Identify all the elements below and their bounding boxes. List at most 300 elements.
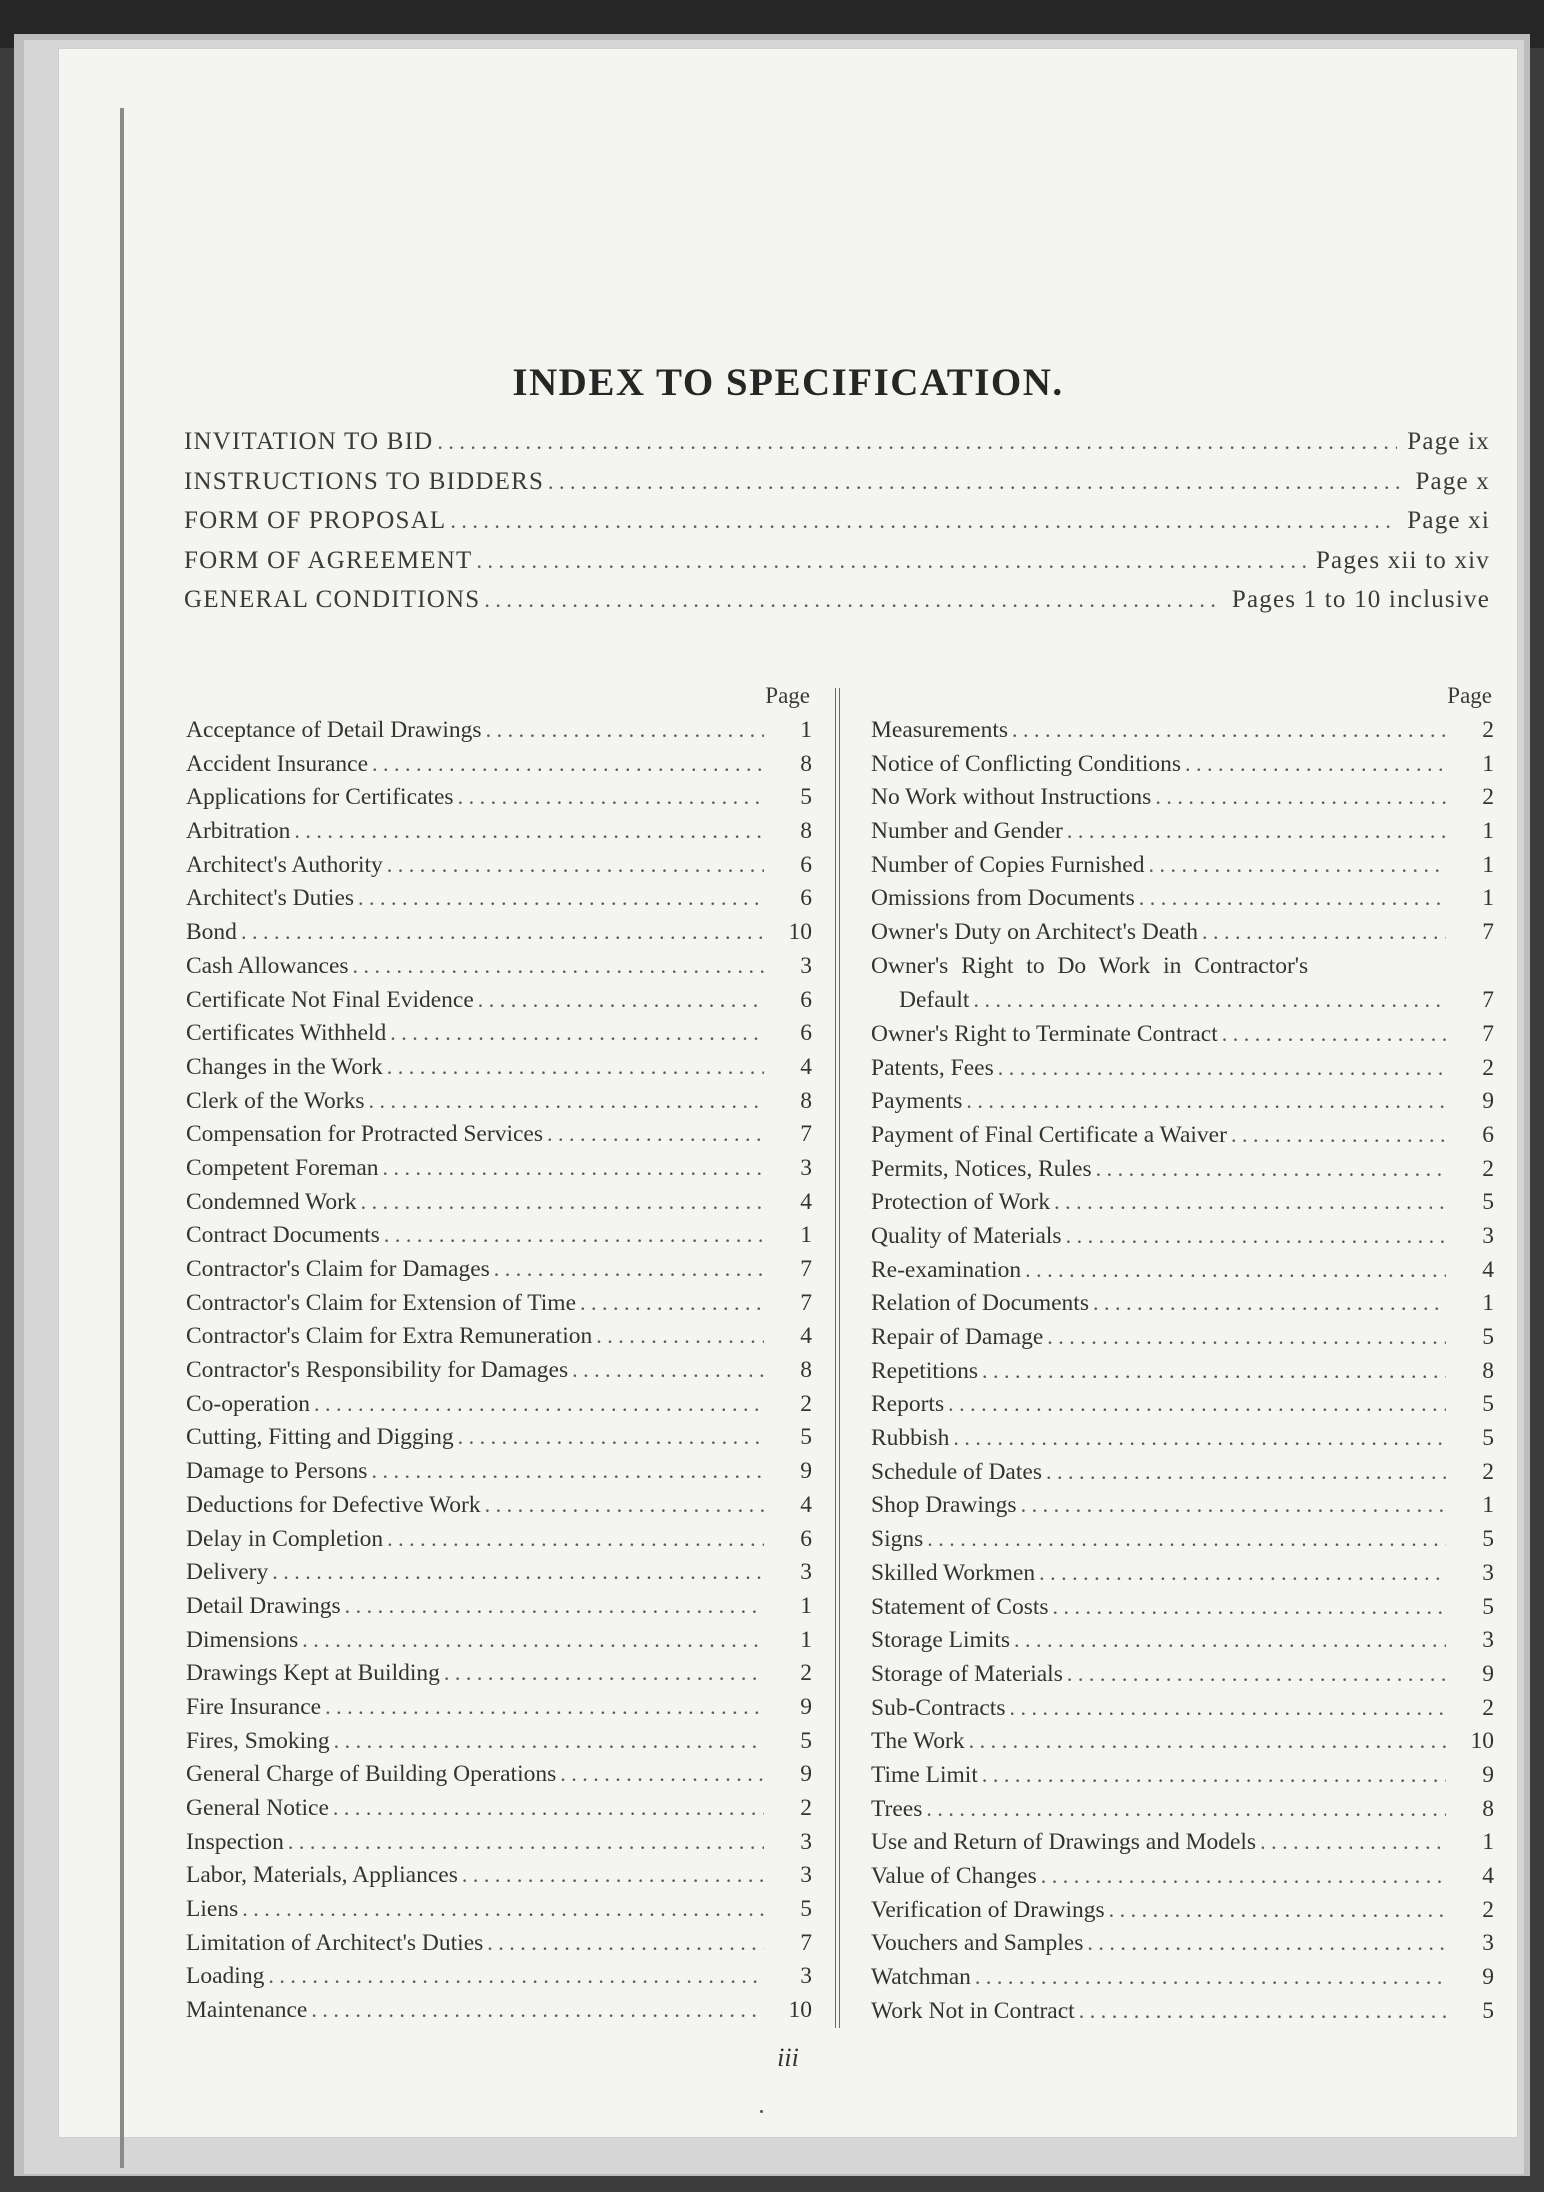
index-entry — [186, 717, 812, 751]
index-entry-page: 8 — [800, 1357, 812, 1384]
dot-leader — [444, 1660, 764, 1686]
index-entry-label: Reports — [871, 1391, 945, 1418]
index-entry-label: Work Not in Contract — [871, 1997, 1075, 2024]
dot-leader — [1067, 1661, 1446, 1687]
index-entry — [186, 751, 812, 785]
dot-leader — [371, 1458, 764, 1484]
front-matter-list — [184, 428, 1490, 626]
index-entry-page: 4 — [800, 1053, 812, 1080]
index-entry — [871, 1560, 1494, 1594]
front-matter-row — [184, 428, 1490, 468]
dot-leader — [383, 1155, 764, 1181]
dot-leader — [1185, 751, 1446, 777]
index-entry-page: 1 — [800, 717, 812, 743]
index-entry-page: 4 — [1482, 1863, 1494, 1889]
index-entry — [871, 717, 1494, 751]
index-entry-label: Number and Gender — [871, 818, 1063, 845]
index-entry — [186, 1526, 812, 1560]
dot-leader — [390, 1020, 764, 1046]
dot-leader — [345, 1593, 764, 1619]
index-entry-page: 5 — [1482, 1391, 1494, 1418]
index-entry-page: 10 — [788, 1997, 812, 2024]
index-entry-page: 7 — [1482, 1020, 1494, 1047]
index-entry-page: 5 — [800, 1896, 812, 1923]
index-entry — [186, 1627, 812, 1661]
index-entry-page: 5 — [800, 1424, 812, 1451]
index-entry-label: Applications for Certificates — [186, 784, 454, 811]
index-entry-label: Changes in the Work — [186, 1053, 383, 1080]
index-entry-page: 1 — [1482, 818, 1494, 845]
index-entry-label: Detail Drawings — [186, 1592, 341, 1619]
index-entry-label: General Notice — [186, 1795, 329, 1821]
index-entry-label: Certificates Withheld — [186, 1020, 387, 1047]
index-entry — [871, 1998, 1494, 2032]
dot-leader — [1066, 1223, 1446, 1249]
index-entry-page: 5 — [1482, 1425, 1494, 1452]
index-entry-label: Certificate Not Final Evidence — [186, 986, 474, 1013]
dot-leader — [1096, 1156, 1446, 1182]
index-entry — [871, 1526, 1494, 1560]
dot-leader — [494, 1256, 764, 1282]
dot-leader — [384, 1222, 764, 1248]
index-column-left — [186, 683, 812, 2031]
index-entry-label: The Work — [871, 1728, 965, 1755]
dot-leader — [548, 469, 1405, 495]
dot-leader — [333, 1795, 764, 1821]
index-entry — [186, 1391, 812, 1425]
index-entry-label: Time Limit — [871, 1761, 978, 1788]
dot-leader — [926, 1796, 1446, 1822]
document-page — [58, 48, 1518, 2138]
dot-leader — [487, 1930, 764, 1956]
index-entry-label: Competent Foreman — [186, 1154, 379, 1181]
index-entry-label: Measurements — [871, 717, 1009, 743]
index-entry — [871, 1695, 1494, 1729]
index-entry-page: 5 — [1482, 1997, 1494, 2024]
index-entry-label: No Work without Instructions — [871, 784, 1152, 811]
dot-leader — [1260, 1829, 1446, 1855]
dot-leader — [458, 1424, 764, 1450]
index-entry-page: 6 — [800, 851, 812, 878]
index-entry-page: 8 — [800, 750, 812, 777]
scan-speck — [760, 2110, 763, 2113]
index-entry-page: 2 — [1482, 1896, 1494, 1923]
index-entry-page: 6 — [800, 1525, 812, 1552]
index-entry-page: 7 — [800, 1289, 812, 1316]
dot-leader — [1041, 1863, 1446, 1889]
dot-leader — [560, 1761, 764, 1787]
index-entry-label: Repetitions — [871, 1357, 979, 1384]
index-entry — [871, 1088, 1494, 1122]
dot-leader — [966, 1088, 1446, 1114]
index-entry-page: 9 — [1482, 1964, 1494, 1991]
index-entry-label: Use and Return of Drawings and Models — [871, 1829, 1257, 1856]
index-entry-page: 7 — [800, 1256, 812, 1282]
index-entry — [186, 1054, 812, 1088]
index-entry — [186, 953, 812, 987]
index-entry-label: Clerk of the Works — [186, 1087, 365, 1114]
dot-leader — [1231, 1122, 1446, 1148]
front-matter-label: INVITATION TO BID — [184, 428, 434, 455]
index-entry — [186, 1088, 812, 1122]
index-entry-page: 2 — [1482, 784, 1494, 811]
index-entry-page: 8 — [800, 818, 812, 845]
index-entry-label: Rubbish — [871, 1425, 950, 1452]
dot-leader — [948, 1391, 1446, 1417]
dot-leader — [975, 1964, 1446, 1990]
index-entry — [871, 1661, 1494, 1695]
index-entry — [871, 1425, 1494, 1459]
index-entry-page: 3 — [800, 1862, 812, 1889]
dot-leader — [372, 751, 764, 777]
index-entry-label: Signs — [871, 1526, 924, 1553]
dot-leader — [387, 1526, 764, 1552]
index-entry-label: Payment of Final Certificate a Waiver — [871, 1121, 1227, 1148]
index-entry — [186, 852, 812, 886]
index-entry-page: 5 — [800, 784, 812, 811]
index-entry-page: 2 — [1482, 717, 1494, 743]
index-entry — [186, 1357, 812, 1391]
front-matter-row — [184, 586, 1490, 626]
index-entry-page: 9 — [1482, 1761, 1494, 1788]
index-entry-page: 1 — [1482, 885, 1494, 912]
dot-leader — [477, 548, 1306, 574]
index-entry-page: 2 — [800, 1660, 812, 1687]
dot-leader — [1087, 1930, 1446, 1956]
dot-leader — [998, 1055, 1446, 1081]
dot-leader — [314, 1391, 764, 1417]
index-entry-page: 2 — [800, 1390, 812, 1417]
dot-leader — [361, 1189, 764, 1215]
dot-leader — [1222, 1021, 1446, 1047]
index-entry-page: 5 — [1482, 1324, 1494, 1350]
index-entry-label: Vouchers and Samples — [871, 1930, 1084, 1957]
index-entry — [186, 1829, 812, 1863]
index-entry — [871, 1930, 1494, 1964]
binding-edge — [120, 108, 124, 2168]
index-entry — [186, 1155, 812, 1189]
dot-leader — [1202, 919, 1446, 945]
index-entry — [871, 1257, 1494, 1291]
index-entry — [186, 1424, 812, 1458]
index-entry-label: Owner's Duty on Architect's Death — [871, 919, 1198, 946]
page-number: iii — [777, 2043, 799, 2072]
index-entry — [871, 1897, 1494, 1931]
front-matter-row — [184, 468, 1490, 508]
index-entry — [186, 1795, 812, 1829]
index-entry-label: Owner's Right to Do Work in Contractor's — [871, 952, 1309, 979]
index-entry — [871, 784, 1494, 818]
index-entry-label: Cutting, Fitting and Digging — [186, 1424, 454, 1451]
index-entry-page: 1 — [1482, 1290, 1494, 1317]
index-entry — [871, 1391, 1494, 1425]
index-entry — [186, 1963, 812, 1997]
index-entry-page: 4 — [800, 1323, 812, 1350]
index-entry — [871, 751, 1494, 785]
index-entry-label: Repair of Damage — [871, 1324, 1044, 1350]
index-entry — [186, 1323, 812, 1357]
index-entry-label: Trees — [871, 1795, 923, 1822]
index-entry — [871, 1122, 1494, 1156]
index-entry-page: 7 — [1482, 919, 1494, 946]
dot-leader — [486, 717, 764, 743]
index-entry-label: Inspection — [186, 1828, 284, 1855]
index-entry-label: Schedule of Dates — [871, 1458, 1042, 1485]
dot-leader — [1012, 717, 1446, 743]
index-entry-page: 2 — [1482, 1694, 1494, 1721]
index-entry-page: 6 — [800, 885, 812, 912]
dot-leader — [1021, 1492, 1446, 1518]
index-entry-label: Liens — [186, 1896, 239, 1923]
index-entry-label: Co-operation — [186, 1390, 310, 1417]
index-entry — [186, 1492, 812, 1526]
index-entry-page: 2 — [1482, 1054, 1494, 1081]
index-entry-label: Contract Documents — [186, 1222, 380, 1249]
index-entry-page: 3 — [800, 1828, 812, 1855]
dot-leader — [927, 1526, 1446, 1552]
index-entry — [871, 919, 1494, 953]
index-entry — [871, 1796, 1494, 1830]
index-entry-label: Storage Limits — [871, 1627, 1011, 1654]
index-entry-label: Delay in Completion — [186, 1525, 384, 1552]
index-entry — [186, 1020, 812, 1054]
index-entry-label: Notice of Conflicting Conditions — [871, 750, 1182, 777]
index-entry — [871, 818, 1494, 852]
index-entry-label: Payments — [871, 1088, 963, 1115]
index-entry-page: 4 — [800, 1491, 812, 1518]
dot-leader — [1014, 1627, 1446, 1653]
index-entry-page: 3 — [800, 1559, 812, 1586]
dot-leader — [1046, 1459, 1446, 1485]
index-entry-label: Number of Copies Furnished — [871, 851, 1145, 878]
index-entry-label: Damage to Persons — [186, 1458, 368, 1485]
index-entry-label: Contractor's Claim for Extra Remuneration — [186, 1323, 593, 1350]
dot-leader — [368, 1088, 764, 1114]
front-matter-page: Pages xii to xiv — [1315, 546, 1490, 574]
dot-leader — [268, 1963, 764, 1989]
index-entry — [871, 1324, 1494, 1358]
index-entry — [871, 953, 1494, 987]
index-entry-page: 5 — [1482, 1526, 1494, 1553]
dot-leader — [1079, 1998, 1446, 2024]
dot-leader — [982, 1358, 1446, 1384]
index-entry-page: 4 — [800, 1188, 812, 1215]
front-matter-row — [184, 547, 1490, 587]
index-entry — [186, 987, 812, 1021]
index-entry — [871, 1459, 1494, 1493]
front-matter-page: Page x — [1415, 467, 1490, 495]
index-entry-page: 8 — [1482, 1795, 1494, 1822]
index-entry — [186, 1660, 812, 1694]
index-entry — [186, 1930, 812, 1964]
dot-leader — [1047, 1324, 1446, 1350]
index-entry-label: Storage of Materials — [871, 1660, 1063, 1687]
index-entry-page: 9 — [1482, 1088, 1494, 1115]
index-entry-page: 2 — [800, 1795, 812, 1821]
index-entry-label: Bond — [186, 919, 237, 946]
index-entry-page: 9 — [1482, 1660, 1494, 1687]
index-entry — [871, 885, 1494, 919]
dot-leader — [982, 1762, 1446, 1788]
index-entry-page: 2 — [1482, 1155, 1494, 1182]
dot-leader — [973, 987, 1446, 1013]
index-entry — [871, 1290, 1494, 1324]
index-entry — [871, 1594, 1494, 1628]
index-entry — [186, 1862, 812, 1896]
index-entry-label: Relation of Documents — [871, 1290, 1089, 1317]
index-entry-page: 6 — [800, 1020, 812, 1047]
index-entry-page: 1 — [1482, 1829, 1494, 1856]
index-entry-label: Architect's Duties — [186, 885, 355, 912]
index-entry-page: 9 — [800, 1693, 812, 1720]
dot-leader — [1009, 1695, 1446, 1721]
dot-leader — [302, 1627, 764, 1653]
index-entry-page: 1 — [1482, 1492, 1494, 1519]
index-entry-label: Default — [899, 986, 970, 1013]
dot-leader — [241, 919, 764, 945]
index-entry-page: 9 — [800, 1761, 812, 1788]
index-entry-page: 3 — [800, 952, 812, 979]
index-entry-page: 1 — [1482, 851, 1494, 878]
index-entry — [186, 1222, 812, 1256]
index-entry — [186, 1997, 812, 2031]
index-entry-label: Quality of Materials — [871, 1222, 1062, 1249]
index-entry — [871, 1829, 1494, 1863]
index-entry-label: Shop Drawings — [871, 1492, 1017, 1519]
front-matter-page: Page ix — [1407, 428, 1490, 455]
index-entry-label: Protection of Work — [871, 1189, 1051, 1216]
dot-leader — [1054, 1189, 1446, 1215]
dot-leader — [572, 1357, 764, 1383]
dot-leader — [325, 1694, 764, 1720]
index-entry-label: Value of Changes — [871, 1863, 1037, 1889]
index-entry-page: 10 — [788, 919, 812, 946]
index-entry-page: 3 — [1482, 1559, 1494, 1586]
index-entry-label: Contractor's Claim for Extension of Time — [186, 1289, 576, 1316]
index-entry — [871, 1189, 1494, 1223]
index-entry — [186, 1290, 812, 1324]
dot-leader — [485, 1492, 764, 1518]
index-entry — [871, 987, 1494, 1021]
index-entry — [871, 1021, 1494, 1055]
index-entry-page: 3 — [800, 1154, 812, 1181]
dot-leader — [311, 1997, 764, 2023]
column-divider — [835, 688, 840, 2028]
index-entry — [871, 1223, 1494, 1257]
index-entry — [186, 1458, 812, 1492]
index-entry — [186, 1593, 812, 1627]
index-entry-label: Re-examination — [871, 1256, 1022, 1283]
dot-leader — [596, 1323, 764, 1349]
index-entry-label: Deductions for Defective Work — [186, 1491, 481, 1518]
dot-leader — [1053, 1594, 1446, 1620]
index-entry-label: Skilled Workmen — [871, 1559, 1036, 1586]
index-entry-label: Patents, Fees — [871, 1054, 994, 1081]
dot-leader — [1039, 1560, 1446, 1586]
index-entry-label: Labor, Materials, Appliances — [186, 1862, 458, 1889]
index-entry-page: 5 — [800, 1727, 812, 1754]
index-entry-page: 1 — [800, 1592, 812, 1619]
index-entry-label: Permits, Notices, Rules — [871, 1155, 1092, 1182]
dot-leader — [458, 784, 764, 810]
dot-leader — [580, 1290, 764, 1316]
index-entry-label: Watchman — [871, 1964, 971, 1991]
dot-leader — [969, 1728, 1446, 1754]
index-entry-label: Fires, Smoking — [186, 1727, 330, 1754]
front-matter-page: Page xi — [1407, 507, 1490, 534]
index-entry-label: Owner's Right to Terminate Contract — [871, 1020, 1218, 1047]
index-entry-label: Maintenance — [186, 1997, 308, 2024]
index-entry-page: 2 — [1482, 1458, 1494, 1485]
index-entry-label: Architect's Authority — [186, 851, 383, 878]
index-entry — [186, 1189, 812, 1223]
dot-leader — [1025, 1257, 1446, 1283]
index-entry — [186, 885, 812, 919]
column-header: Page — [1447, 683, 1492, 708]
index-entry-label: Drawings Kept at Building — [186, 1660, 440, 1687]
index-entry-page: 1 — [800, 1222, 812, 1249]
index-entry — [871, 1156, 1494, 1190]
index-entry — [186, 919, 812, 953]
index-entry — [871, 1627, 1494, 1661]
front-matter-label: GENERAL CONDITIONS — [184, 586, 481, 613]
index-entry-page: 1 — [1482, 750, 1494, 777]
index-entry-page: 3 — [1482, 1222, 1494, 1249]
index-entry — [871, 1964, 1494, 1998]
dot-leader — [1109, 1897, 1446, 1923]
index-entry-label: Statement of Costs — [871, 1593, 1049, 1620]
index-entry-label: Loading — [186, 1963, 265, 1990]
index-entry-label: Omissions from Documents — [871, 885, 1135, 912]
dot-leader — [288, 1829, 764, 1855]
index-entry-label: Dimensions — [186, 1626, 299, 1653]
index-entry — [186, 1256, 812, 1290]
index-entry-page: 5 — [1482, 1593, 1494, 1620]
index-entry — [186, 1694, 812, 1728]
index-entry-label: Contractor's Responsibility for Damages — [186, 1357, 569, 1384]
index-entry — [871, 1492, 1494, 1526]
index-entry — [871, 1358, 1494, 1392]
index-entry-page: 3 — [1482, 1930, 1494, 1957]
index-entry-page: 3 — [800, 1963, 812, 1990]
index-entry-page: 6 — [1482, 1121, 1494, 1148]
dot-leader — [1067, 818, 1446, 844]
front-matter-label: INSTRUCTIONS TO BIDDERS — [184, 467, 545, 495]
index-entry — [871, 1728, 1494, 1762]
index-entry — [186, 1728, 812, 1762]
dot-leader — [437, 429, 1397, 455]
index-entry-page: 10 — [1470, 1728, 1494, 1755]
dot-leader — [1155, 784, 1446, 810]
dot-leader — [387, 1054, 764, 1080]
index-entry-label: Sub-Contracts — [871, 1694, 1006, 1721]
index-entry-page: 7 — [1482, 986, 1494, 1013]
index-entry — [186, 818, 812, 852]
index-entry-page: 3 — [1482, 1627, 1494, 1654]
index-entry-page: 9 — [800, 1458, 812, 1485]
dot-leader — [478, 987, 764, 1013]
dot-leader — [294, 818, 764, 844]
index-entry-label: Contractor's Claim for Damages — [186, 1256, 490, 1282]
index-entry-page: 8 — [800, 1087, 812, 1114]
index-entry-page: 4 — [1482, 1256, 1494, 1283]
dot-leader — [334, 1728, 764, 1754]
index-entry — [871, 1863, 1494, 1897]
index-entry-label: Delivery — [186, 1559, 269, 1586]
index-entry-page: 1 — [800, 1626, 812, 1653]
front-matter-label: FORM OF AGREEMENT — [184, 546, 473, 574]
dot-leader — [1139, 885, 1446, 911]
